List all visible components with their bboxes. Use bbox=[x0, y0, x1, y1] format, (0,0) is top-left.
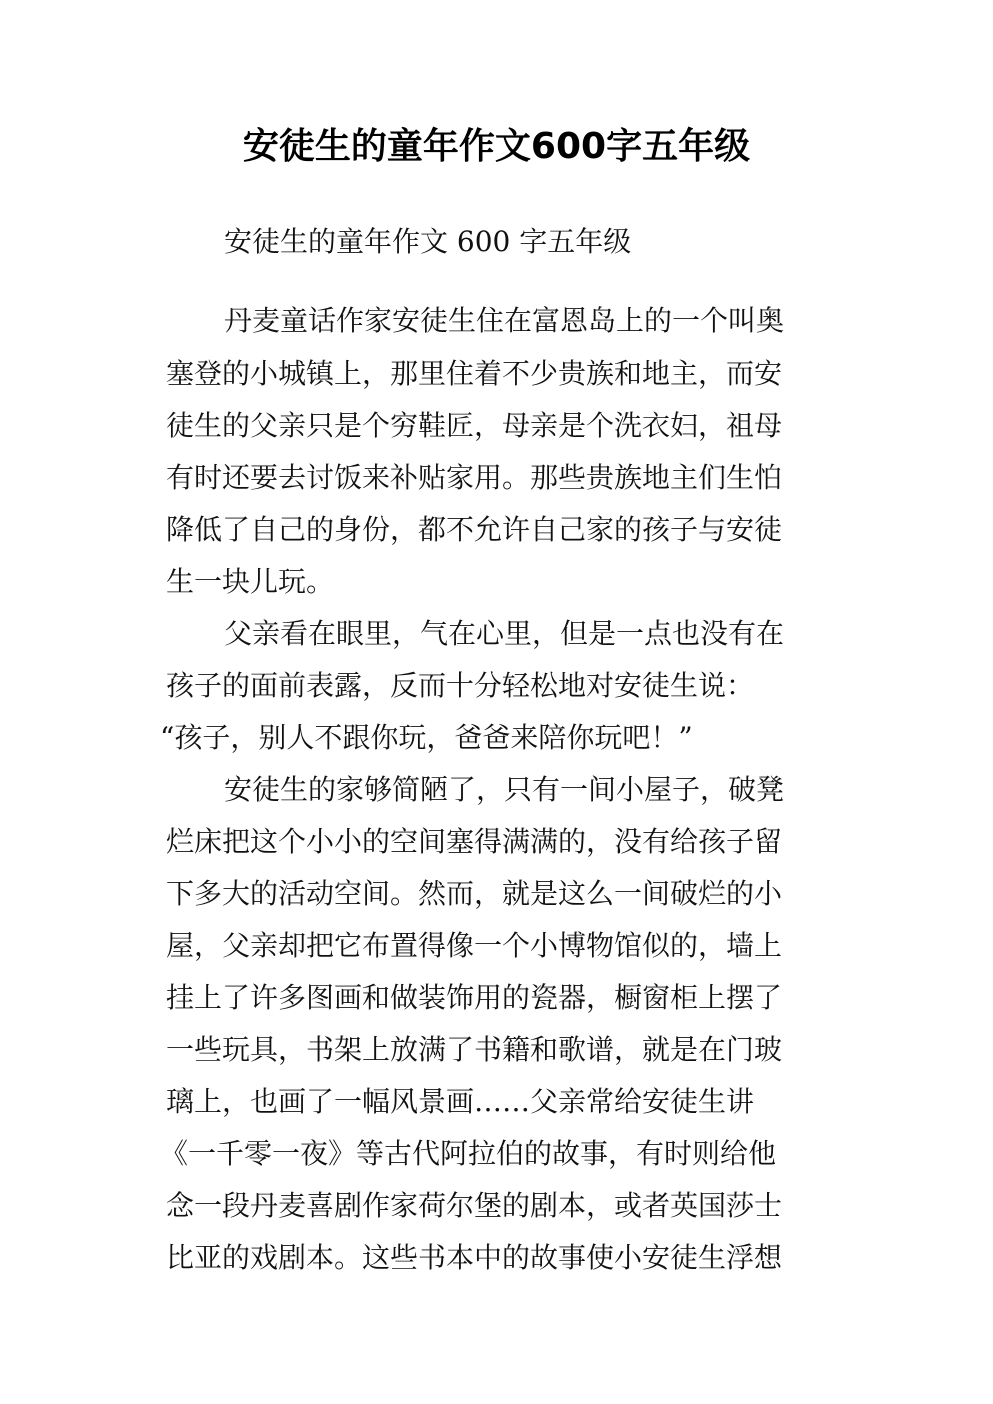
paragraph-line: 安徒生的家够简陋了，只有一间小屋子，破凳 bbox=[224, 773, 785, 806]
paragraph-line: 念一段丹麦喜剧作家荷尔堡的剧本，或者英国莎士 bbox=[166, 1189, 783, 1222]
paragraph-line: 孩子的面前表露，反而十分轻松地对安徒生说： bbox=[166, 669, 755, 702]
paragraph-line: 降低了自己的身份，都不允许自己家的孩子与安徒 bbox=[166, 513, 783, 546]
paragraph-line: 父亲看在眼里，气在心里，但是一点也没有在 bbox=[224, 617, 785, 650]
paragraph-line: 下多大的活动空间。然而，就是这么一间破烂的小 bbox=[166, 877, 783, 910]
paragraph-line: 《一千零一夜》等古代阿拉伯的故事，有时则给他 bbox=[160, 1137, 777, 1170]
paragraph-line: 挂上了许多图画和做装饰用的瓷器，橱窗柜上摆了 bbox=[166, 981, 783, 1014]
paragraph-line: 比亚的戏剧本。这些书本中的故事使小安徒生浮想 bbox=[166, 1241, 783, 1274]
paragraph-line: 有时还要去讨饭来补贴家用。那些贵族地主们生怕 bbox=[166, 461, 783, 494]
paragraph-line: 璃上，也画了一幅风景画……父亲常给安徒生讲 bbox=[166, 1085, 755, 1118]
paragraph-line: 一些玩具，书架上放满了书籍和歌谱，就是在门玻 bbox=[166, 1033, 783, 1066]
paragraph-line: 徒生的父亲只是个穷鞋匠，母亲是个洗衣妇，祖母 bbox=[166, 409, 783, 442]
paragraph-line: 屋，父亲却把它布置得像一个小博物馆似的，墙上 bbox=[166, 929, 783, 962]
paragraph-line: 烂床把这个小小的空间塞得满满的，没有给孩子留 bbox=[166, 825, 783, 858]
paragraph-line: 丹麦童话作家安徒生住在富恩岛上的一个叫奥 bbox=[224, 304, 785, 337]
document-title: 安徒生的童年作文600字五年级 bbox=[242, 126, 751, 167]
paragraph-line: 生一块儿玩。 bbox=[166, 565, 335, 598]
paragraph-line: “孩子，别人不跟你玩，爸爸来陪你玩吧！” bbox=[160, 721, 693, 754]
subtitle-line: 安徒生的童年作文 600 字五年级 bbox=[224, 225, 632, 258]
paragraph-line: 塞登的小城镇上，那里住着不少贵族和地主，而安 bbox=[166, 357, 783, 390]
